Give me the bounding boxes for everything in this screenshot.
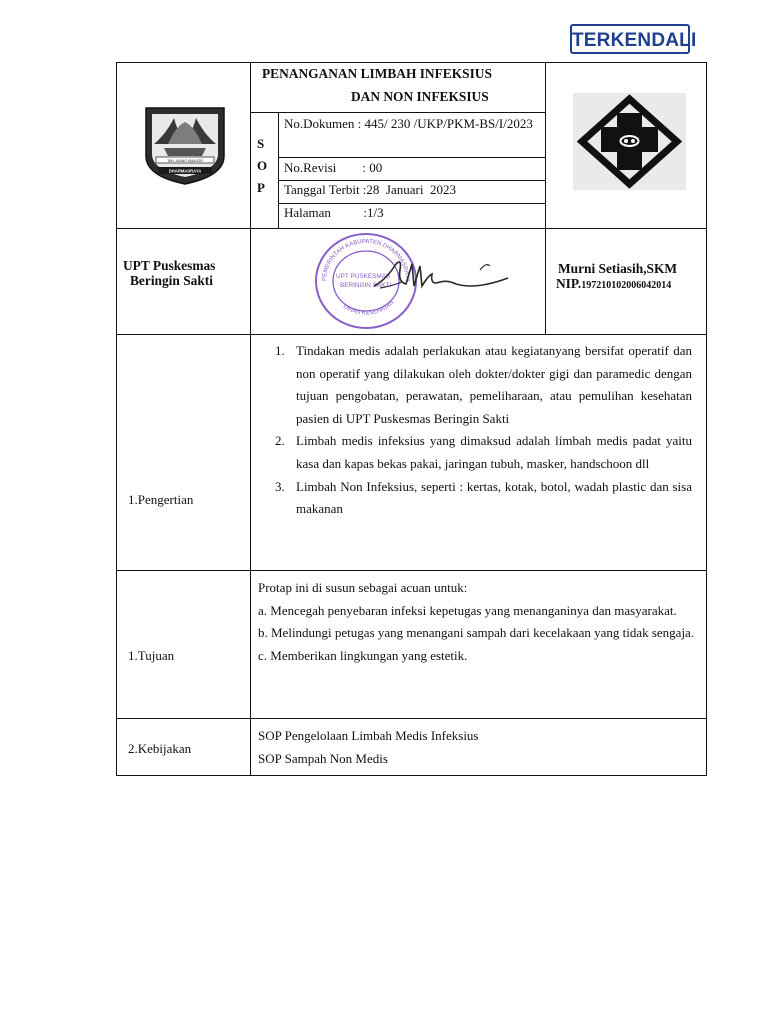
svg-text:DINAS KESEHATAN — [342, 300, 396, 317]
approval-bottom-line — [116, 334, 707, 335]
pengertian-content — [258, 340, 692, 521]
section-label-kebijakan: 2.Kebijakan — [128, 741, 192, 756]
puskesmas-logo — [573, 93, 686, 190]
pengertian-item: 2. Limbah medis infeksius yang dimaksud adalah limbah medis padat yaitu kasa dan kapas bekas pakai, jaringan tubuh, masker, handschoon dll — [288, 430, 692, 475]
col-divider-left — [250, 62, 251, 776]
pengertian-bottom-line — [116, 570, 707, 571]
page-number: Halaman :1/3 — [284, 205, 384, 220]
institution-name-line1: UPT Puskesmas — [123, 258, 216, 273]
document-title-line1: PENANGANAN LIMBAH INFEKSIUS — [262, 66, 492, 81]
issue-date: Tanggal Terbit :28 Januari 2023 — [284, 182, 456, 197]
signer-name: Murni Setiasih,SKM — [558, 261, 678, 276]
row-divider-tanggal — [278, 203, 545, 204]
sop-letter-s: S — [257, 136, 265, 151]
tujuan-bottom-line — [116, 718, 707, 719]
signature-icon — [372, 256, 518, 302]
kebijakan-line: SOP Sampah Non Medis — [258, 750, 388, 766]
row-divider-docnum — [278, 157, 545, 158]
logo-name: DHARMASRAYA — [168, 168, 202, 174]
header-bottom-line — [116, 228, 707, 229]
logo-motto: TAH JUANG AMAJOR — [167, 159, 203, 163]
tujuan-item: c. Memberikan lingkungan yang estetik. — [258, 647, 468, 663]
row-divider-revisi — [278, 180, 545, 181]
sop-letter-divider — [278, 112, 279, 228]
revision-number: No.Revisi : 00 — [284, 160, 383, 175]
dharmasraya-logo — [142, 104, 228, 186]
tujuan-item: a. Mencegah penyebaran infeksi kepetugas yang menanganinya dan masyarakat. — [258, 602, 677, 618]
signature — [372, 256, 518, 302]
sop-letter-o: O — [257, 158, 268, 173]
tujuan-item: b. Melindungi petugas yang menangani sampah dari kecelakaan yang tidak sengaja. — [258, 625, 695, 641]
sop-letter-p: P — [257, 180, 265, 195]
terkendali-stamp: TERKENDALI — [570, 24, 690, 54]
tujuan-intro: Protap ini di susun sebagai acuan untuk: — [258, 580, 468, 595]
dharmasraya-emblem-icon — [142, 104, 228, 186]
document-title-line2: DAN NON INFEKSIUS — [351, 89, 489, 104]
seal-center-line2: BERINGIN SAKTI — [340, 282, 392, 289]
seal-ring-top: PEMERINTAH KABUPATEN DHARMASRAYA — [321, 238, 411, 283]
signer-nip — [556, 276, 671, 294]
kebijakan-line: SOP Pengelolaan Limbah Medis Infeksius — [258, 728, 479, 743]
nip-label: NIP. — [556, 276, 582, 291]
pengertian-item: 3. Limbah Non Infeksius, seperti : kertas, kotak, botol, wadah plastic dan sisa makanan — [288, 476, 692, 521]
institution-name-line2: Beringin Sakti — [130, 273, 213, 288]
kebijakan-content — [258, 725, 698, 770]
section-label-tujuan: 1.Tujuan — [128, 648, 175, 663]
nip-value: 197210102006042014 — [581, 280, 672, 291]
seal-center-line1: UPT PUSKESMAS — [336, 273, 391, 280]
tujuan-content — [258, 577, 698, 667]
seal-ring-bottom: DINAS KESEHATAN — [341, 299, 396, 317]
col-divider-right-header — [545, 62, 546, 334]
section-label-pengertian: 1.Pengertian — [128, 492, 194, 507]
document-number: No.Dokumen : 445/ 230 /UKP/PKM-BS/I/2023 — [284, 116, 533, 131]
puskesmas-cross-icon — [573, 93, 686, 190]
pengertian-item: 1. Tindakan medis adalah perlakukan atau kegiatanyang bersifat operatif dan non operatif yang dilakukan oleh dokter/dokter gigi dan paramedic dengan tujuan pengobatan, perawatan, pemeliharaan, atau pemulihan kesehatan pasien di UPT Puskesmas Beringin Sakti — [288, 340, 692, 430]
